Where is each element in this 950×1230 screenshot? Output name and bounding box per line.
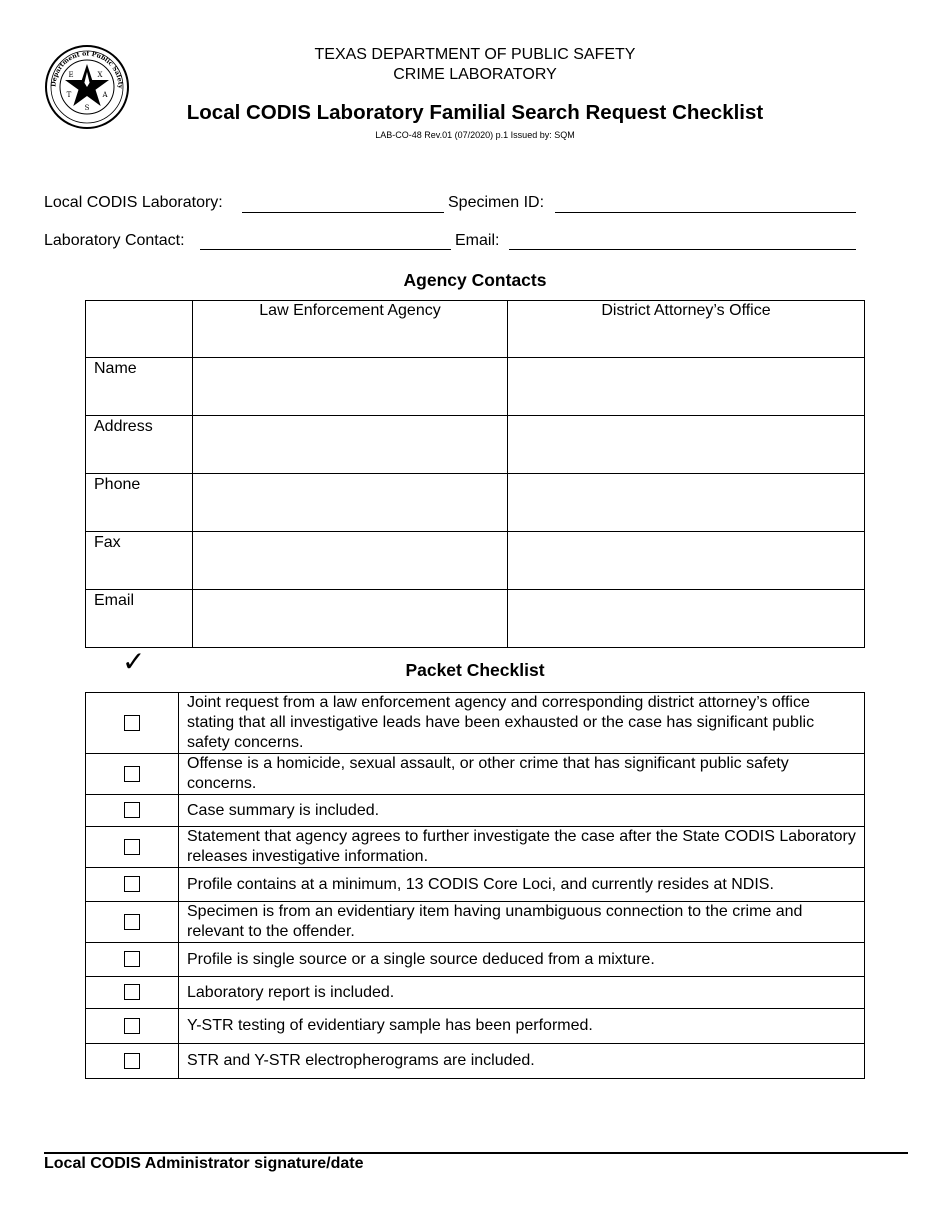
law-enforcement-fax-cell[interactable]: [193, 532, 508, 590]
checklist-row: [86, 693, 865, 754]
packet-checklist-title: Packet Checklist: [405, 660, 545, 680]
signature-label: Local CODIS Administrator signature/date: [44, 1155, 364, 1172]
law-enforcement-phone-cell[interactable]: [193, 474, 508, 532]
district-attorney-fax-cell[interactable]: [508, 532, 865, 590]
checklist-row: [86, 827, 865, 868]
checklist-row: [86, 868, 865, 902]
checklist-item-text: Y-STR testing of evidentiary sample has been performed.: [179, 1009, 865, 1044]
checklist-item-text: Offense is a homicide, sexual assault, or other crime that has significant public safety concerns.: [179, 754, 865, 795]
checklist-item-text: Joint request from a law enforcement agency and corresponding district attorney’s office stating that all investigative leads have been exhausted or the case has significant public safety concerns.: [179, 693, 865, 754]
checklist-row: [86, 795, 865, 827]
law-enforcement-address-cell[interactable]: [193, 416, 508, 474]
column-header-law-enforcement: Law Enforcement Agency: [193, 301, 508, 358]
checklist-row: [86, 754, 865, 795]
district-attorney-name-cell[interactable]: [508, 358, 865, 416]
checkbox[interactable]: [124, 839, 140, 855]
checkbox[interactable]: [124, 951, 140, 967]
local-lab-field[interactable]: [242, 212, 444, 213]
agency-contacts-title: Agency Contacts: [403, 270, 547, 290]
form-title: Local CODIS Laboratory Familial Search Request Checklist: [186, 101, 764, 124]
column-header-district-attorney: District Attorney’s Office: [508, 301, 865, 358]
checklist-item-text: Laboratory report is included.: [179, 977, 865, 1009]
lab-contact-label: Laboratory Contact:: [44, 232, 185, 249]
row-label-phone: Phone: [86, 474, 193, 532]
checklist-item-text: STR and Y-STR electropherograms are included.: [179, 1044, 865, 1079]
dps-seal-logo: [44, 44, 130, 130]
checklist-row: [86, 943, 865, 977]
checklist-item-text: Specimen is from an evidentiary item having unambiguous connection to the crime and relevant to the offender.: [179, 902, 865, 943]
checklist-row: [86, 902, 865, 943]
lab-contact-field[interactable]: [200, 249, 451, 250]
checkbox[interactable]: [124, 766, 140, 782]
email-label: Email:: [455, 232, 500, 249]
agency-name: TEXAS DEPARTMENT OF PUBLIC SAFETY: [314, 46, 636, 63]
checkbox[interactable]: [124, 984, 140, 1000]
row-label-fax: Fax: [86, 532, 193, 590]
checklist-row: [86, 1009, 865, 1044]
agency-contacts-table: [85, 300, 865, 648]
district-attorney-phone-cell[interactable]: [508, 474, 865, 532]
checklist-item-text: Statement that agency agrees to further investigate the case after the State CODIS Laboratory releases investigative information.: [179, 827, 865, 868]
checkbox[interactable]: [124, 1018, 140, 1034]
checklist-item-text: Profile is single source or a single source deduced from a mixture.: [179, 943, 865, 977]
signature-line[interactable]: [44, 1152, 908, 1154]
checkbox[interactable]: [124, 802, 140, 818]
division-name: CRIME LABORATORY: [393, 66, 557, 83]
checkbox[interactable]: [124, 914, 140, 930]
checklist-row: [86, 977, 865, 1009]
row-label-email: Email: [86, 590, 193, 648]
seal-letter: A: [102, 91, 108, 99]
seal-letter: X: [97, 71, 103, 79]
checklist-row: [86, 1044, 865, 1079]
seal-letter: E: [68, 71, 74, 79]
specimen-id-label: Specimen ID:: [448, 194, 545, 211]
district-attorney-email-cell[interactable]: [508, 590, 865, 648]
checklist-item-text: Profile contains at a minimum, 13 CODIS Core Loci, and currently resides at NDIS.: [179, 868, 865, 902]
specimen-id-field[interactable]: [555, 212, 856, 213]
law-enforcement-name-cell[interactable]: [193, 358, 508, 416]
seal-letter: S: [84, 104, 90, 112]
row-label-address: Address: [86, 416, 193, 474]
seal-ring-text: Department of Public Safety: [50, 50, 124, 89]
packet-checklist-table: [85, 692, 865, 1079]
checkbox[interactable]: [124, 715, 140, 731]
checkmark-icon: ✓: [122, 646, 146, 677]
local-lab-label: Local CODIS Laboratory:: [44, 194, 223, 211]
table-corner-cell: [86, 301, 193, 358]
district-attorney-address-cell[interactable]: [508, 416, 865, 474]
form-revision-id: LAB-CO-48 Rev.01 (07/2020) p.1 Issued by: SQM: [375, 130, 575, 140]
law-enforcement-email-cell[interactable]: [193, 590, 508, 648]
checklist-item-text: Case summary is included.: [179, 795, 865, 827]
email-field[interactable]: [509, 249, 856, 250]
row-label-name: Name: [86, 358, 193, 416]
seal-letter: T: [66, 91, 72, 99]
checkbox[interactable]: [124, 876, 140, 892]
checkbox[interactable]: [124, 1053, 140, 1069]
